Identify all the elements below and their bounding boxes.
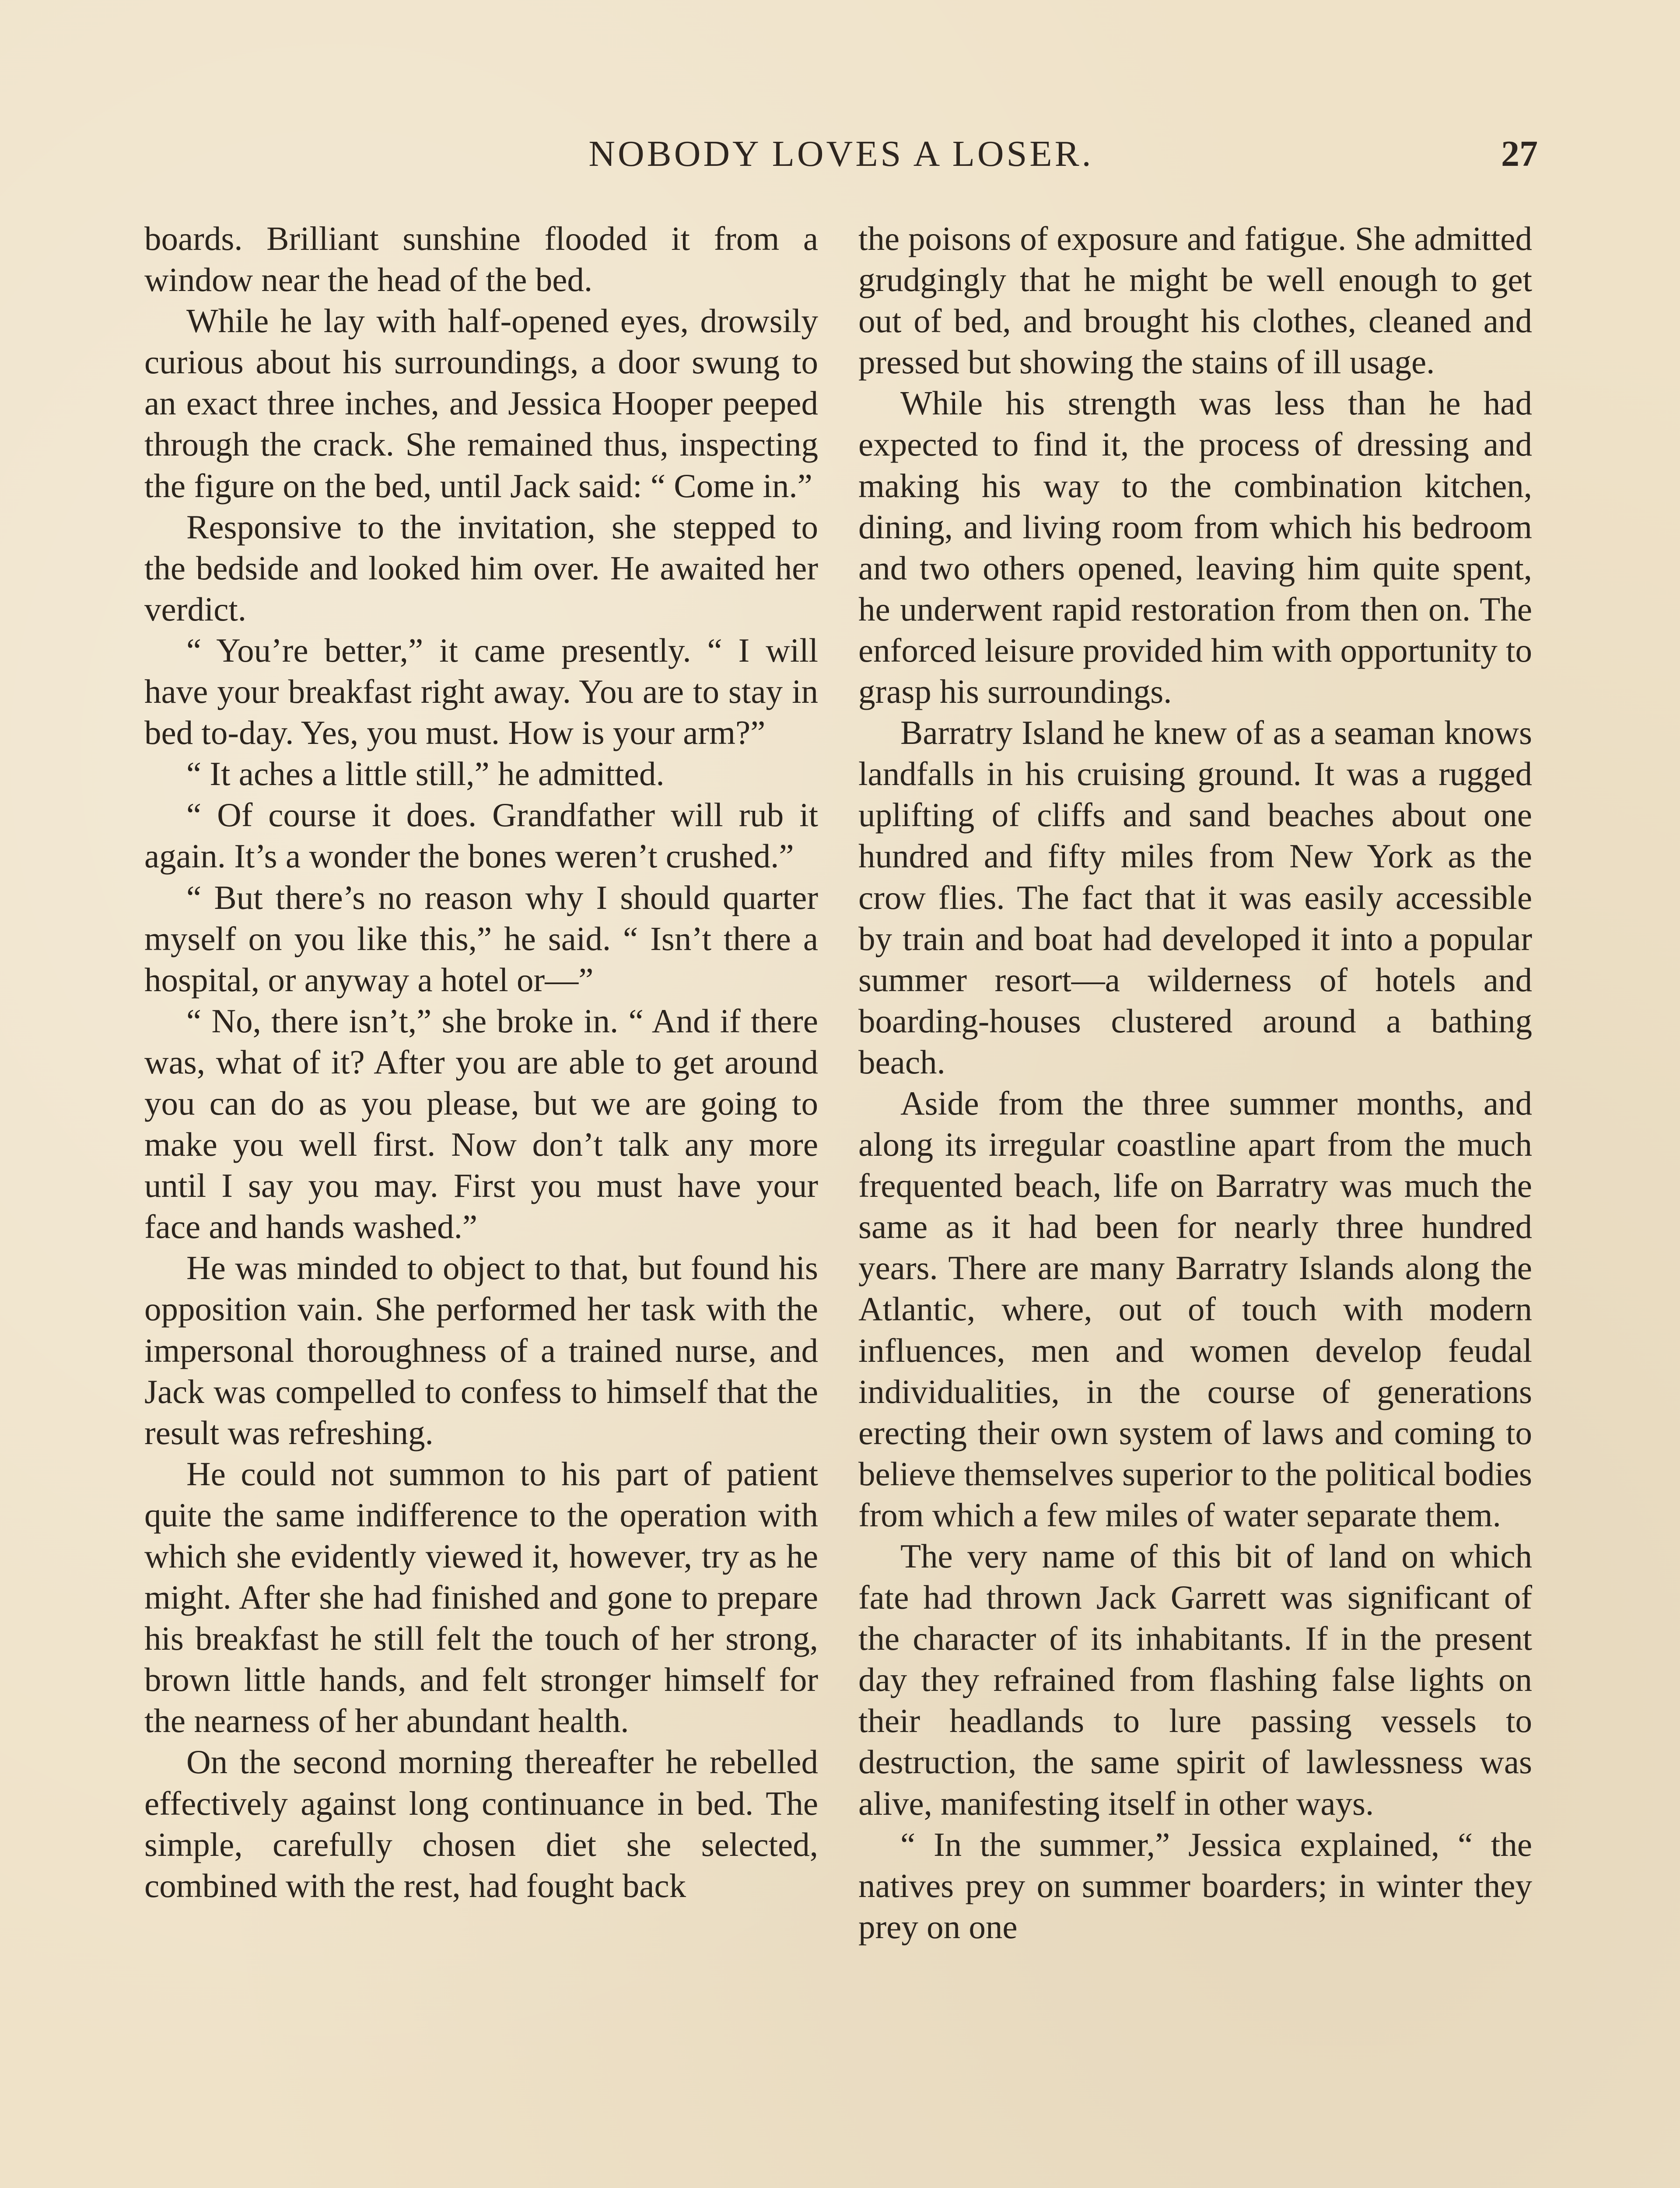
paragraph: “ Of course it does. Grandfather will rub it again. It’s a wonder the bones weren’t crushed.” [144, 796, 818, 875]
paragraph: boards. Brilliant sunshine flooded it from a window near the head of the bed. [144, 220, 818, 299]
paragraph: Responsive to the invitation, she stepped to the bedside and looked him over. He awaited her verdict. [144, 508, 818, 628]
paragraph: The very name of this bit of land on which fate had thrown Jack Garrett was significant of the character of its inhabitants. If in the present day they refrained from flashing false lights on their headlands to lure passing vessels to destruction, the same spirit of lawlessness was alive, manifesting itself in other ways. [858, 1537, 1532, 1822]
paragraph: Barratry Island he knew of as a seaman knows landfalls in his cruising ground. It was a rugged uplifting of cliffs and sand beaches about one hundred and fifty miles from New York as the crow flies. The fact that it was easily accessible by train and boat had developed it into a popular summer resort—a wilderness of hotels and boarding-houses clustered around a bathing beach. [858, 714, 1532, 1081]
paragraph: the poisons of exposure and fatigue. She admitted grudgingly that he might be well enough to get out of bed, and brought his clothes, cleaned and pressed but showing the stains of ill usage. [858, 220, 1532, 381]
right-column [858, 218, 1532, 1947]
paragraph: “ It aches a little still,” he admitted. [186, 755, 665, 793]
paragraph: While his strength was less than he had expected to find it, the process of dressing and making his way to the combination kitchen, dining, and living room from which his bedroom and two others opened, leaving him quite spent, he underwent rapid restoration from then on. The enforced leisure provided him with opportunity to grasp his surroundings. [858, 384, 1532, 711]
paragraph: On the second morning thereafter he rebelled effectively against long continuance in bed. The simple, carefully chosen diet she selected, combined with the rest, had fought back [144, 1743, 818, 1904]
running-head [144, 128, 1538, 180]
paragraph: He could not summon to his part of patient quite the same indifference to the operation with which she evidently viewed it, however, try as he might. After she had finished and gone to prepare his breakfast he still felt the touch of her strong, brown little hands, and felt stronger himself for the nearness of her abundant health. [144, 1455, 818, 1740]
left-column [144, 218, 818, 1906]
paragraph: “ You’re better,” it came presently. “ I will have your breakfast right away. You are to stay in bed to-day. Yes, you must. How is your arm?” [144, 631, 818, 752]
paragraph: He was minded to object to that, but found his opposition vain. She performed her task with the impersonal thoroughness of a trained nurse, and Jack was compelled to confess to himself that the result was refreshing. [144, 1249, 818, 1452]
paragraph: Aside from the three summer months, and along its irregular coastline apart from the much frequented beach, life on Barratry was much the same as it had been for nearly three hundred years. There are many Barratry Islands along the Atlantic, where, out of touch with modern influences, men and women develop feudal individualities, in the course of generations erecting their own system of laws and coming to believe themselves superior to the political bodies from which a few miles of water separate them. [858, 1084, 1532, 1534]
paragraph: While he lay with half-opened eyes, drowsily curious about his surroundings, a door swung to an exact three inches, and Jessica Hooper peeped through the crack. She remained thus, inspecting the figure on the bed, until Jack said: “ Come in.” [144, 302, 818, 505]
paragraph: “ In the summer,” Jessica explained, “ the natives prey on summer boarders; in winter they prey on one [858, 1825, 1532, 1946]
paragraph: “ But there’s no reason why I should quarter myself on you like this,” he said. “ Isn’t there a hospital, or anyway a hotel or—” [144, 878, 818, 999]
paragraph: “ No, there isn’t,” she broke in. “ And if there was, what of it? After you are able to get around you can do as you please, but we are going to make you well first. Now don’t talk any more until I say you may. First you must have your face and hands washed.” [144, 1002, 818, 1246]
page-title: NOBODY LOVES A LOSER. [588, 133, 1094, 174]
page-number: 27 [1501, 133, 1538, 174]
